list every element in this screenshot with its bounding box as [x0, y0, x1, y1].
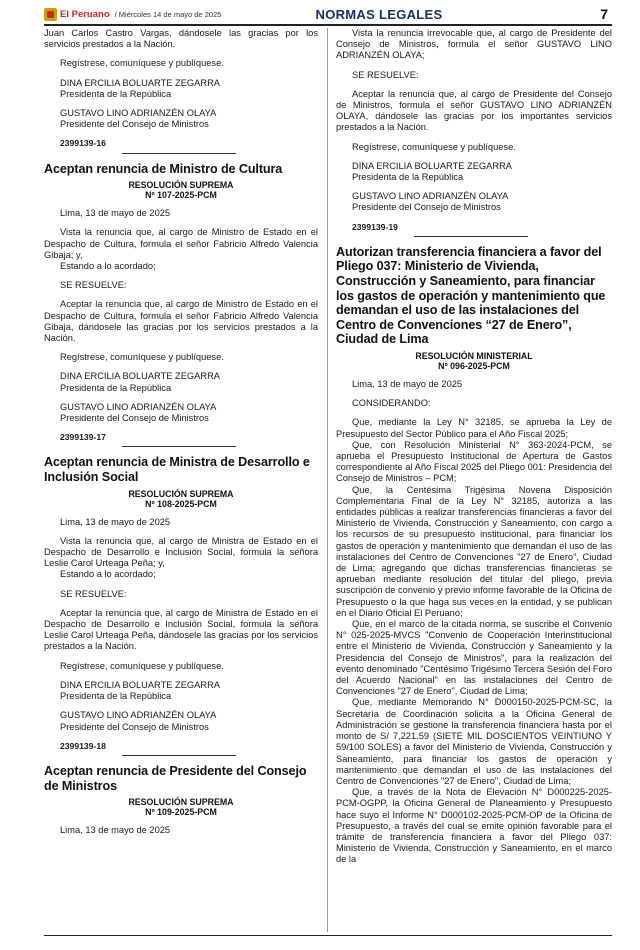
considerando-paragraph: Que, mediante Memorando N° D000150-2025-PCM-SC, la Secretaría de Coordinación solicita a la Oficina General de Administración se gestione la transferencia financiera hasta por el monto de S/ 7,221.59 (SIETE MIL DOSCIENTOS VEINTIUNO Y 59/100 SOLES) a favor del Ministerio de Vivienda, Construcción y Saneamiento, para financiar los gastos de operación y mantenimiento que demandan el uso de las instalaciones del Centro de Convenciones "27 de Enero", Ciudad de Lima; — [336, 697, 612, 786]
considerando-paragraph: Que, mediante la Ley N° 32185, se aprueba la Ley de Presupuesto del Sector Público para el Año Fiscal 2025; — [336, 417, 612, 439]
continued-text: Juan Carlos Castro Vargas, dándosele las gracias por los servicios prestados a la Nación. — [44, 28, 318, 50]
signatory-role: Presidente del Consejo de Ministros — [352, 202, 501, 213]
signatory-role: Presidenta de la República — [352, 172, 464, 183]
resolution-type: RESOLUCIÓN MINISTERIAL — [415, 351, 533, 361]
signatory-name: GUSTAVO LINO ADRIANZÉN OLAYA — [352, 191, 509, 202]
page-number: 7 — [600, 6, 608, 22]
norm-title: Aceptan renuncia de Ministro de Cultura — [44, 161, 283, 176]
norm-code: 2399139-18 — [60, 740, 106, 751]
article-text: Aceptar la renuncia que, al cargo de Ministro de Estado en el Despacho de Cultura, formula el señor Fabricio Alfredo Valencia Gibaja, dándosele las gracias por los servicios prestados a la Nación. — [44, 299, 318, 344]
place-date: Lima, 13 de mayo de 2025 — [60, 516, 171, 527]
resolution-type: RESOLUCIÓN SUPREMA — [128, 797, 234, 808]
place-date: Lima, 13 de mayo de 2025 — [60, 208, 171, 219]
brand-name: El Peruano — [60, 8, 110, 20]
norm-title: Autorizan transferencia financiera a favor del Pliego 037: Ministerio de Vivienda, Construcción y Saneamiento, para financiar los gastos de operación y mantenimiento que demandan el uso de las instalaciones del Centro de Convenciones “27 de Enero”, Ciudad de Lima — [336, 244, 606, 347]
footer-rule — [44, 935, 612, 936]
considerando-paragraph: Que, la Centésima Trigésima Novena Disposición Complementaria Final de la Ley N° 32185, autoriza a las entidades públicas a realizar transferencias financieras a favor del Ministerio de Vivienda, Construcción y Saneamiento, con cargo a los recursos de su presupuesto institucional, para financiar los gastos de operación y mantenimiento que demandan el uso de las instalaciones del Centro de Convenciones "27 de Enero", Ciudad de Lima; agregando que dichas transferencias financieras se aprueban mediante resolución del titular del pliego, previa suscripción de convenio y previo informe favorable de la Oficina de Presupuesto o la que haga sus veces en la entidad, y se publican en el Diario Oficial El Peruano; — [336, 484, 612, 618]
publish-formula: Regístrese, comuníquese y publíquese. — [60, 660, 224, 671]
resolve-heading: SE RESUELVE: — [60, 588, 127, 599]
signatory-name: DINA ERCILIA BOLUARTE ZEGARRA — [352, 160, 512, 171]
resolution-type: RESOLUCIÓN SUPREMA — [128, 180, 234, 191]
signatory-name: DINA ERCILIA BOLUARTE ZEGARRA — [60, 371, 220, 382]
signatory-role: Presidente del Consejo de Ministros — [60, 721, 209, 732]
signatory-role: Presidente del Consejo de Ministros — [60, 119, 209, 130]
newspaper-logo — [44, 8, 224, 21]
place-date: Lima, 13 de mayo de 2025 — [60, 825, 171, 836]
norm-code: 2399139-16 — [60, 138, 106, 149]
estando-line: Estando a lo acordado; — [60, 569, 156, 580]
left-column — [44, 28, 318, 836]
resolution-number: Nº 108-2025-PCM — [145, 498, 217, 509]
signatory-role: Presidente del Consejo de Ministros — [60, 413, 209, 424]
norm-title: Aceptan renuncia de Presidente del Consejo de Ministros — [44, 763, 307, 793]
estando-line: Estando a lo acordado; — [60, 261, 156, 272]
page-header — [44, 4, 612, 24]
issue-date: / Miércoles 14 de mayo de 2025 — [114, 9, 222, 19]
section-title: NORMAS LEGALES — [315, 6, 443, 22]
considerando-paragraph: Que, a través de la Nota de Elevación N° D000225-2025-PCM-OGPP, la Oficina General de Planeamiento y Presupuesto hace suyo el Informe N° D000102-2025-PCM-OP de la Oficina de Presupuesto, a través del cual se emite opinión favorable para el trámite de transferencia financiera a favor del Pliego 037: Ministerio de Vivienda, Construcción y Saneamiento, en el marco de la — [336, 787, 612, 865]
norm-code: 2399139-17 — [60, 432, 106, 443]
considerando-heading: CONSIDERANDO: — [352, 398, 431, 409]
right-column — [336, 28, 612, 866]
considerando-paragraph: Que, en el marco de la citada norma, se suscribe el Convenio N° 025-2025-MVCS "Convenio de Cooperación Interinstitucional entre el Ministerio de Vivienda, Construcción y Saneamiento y la Presidencia del Consejo de Ministros", para la realización del evento denominado "Centésimo Trigésimo Tercera Sesión del Foro del Acuerdo Nacional" en las instalaciones del Centro de Convenciones "27 de Enero", Ciudad de Lima; — [336, 619, 612, 697]
signatory-role: Presidenta de la República — [60, 691, 172, 702]
resolve-heading: SE RESUELVE: — [60, 280, 127, 291]
publish-formula: Regístrese, comuníquese y publíquese. — [60, 58, 224, 69]
signatory-name: GUSTAVO LINO ADRIANZÉN OLAYA — [60, 401, 217, 412]
publish-formula: Regístrese, comuníquese y publíquese. — [352, 141, 516, 152]
signatory-name: GUSTAVO LINO ADRIANZÉN OLAYA — [60, 108, 217, 119]
considerando-paragraph: Que, con Resolución Ministerial N° 363-2024-PCM, se aprueba el Presupuesto Institucional de Apertura de Gastos correspondiente al Año Fiscal 2025 del Pliego 001: Presidencia del Consejo de Ministros – PCM; — [336, 439, 612, 484]
signatory-name: DINA ERCILIA BOLUARTE ZEGARRA — [60, 679, 220, 690]
signatory-role: Presidenta de la República — [60, 88, 172, 99]
header-rule — [44, 24, 612, 26]
place-date: Lima, 13 de mayo de 2025 — [352, 379, 463, 389]
article-text: Aceptar la renuncia que, al cargo de Presidente del Consejo de Ministros, formula el señor GUSTAVO LINO ADRIANZÉN OLAYA, dándosele las gracias por los importantes servicios prestados a la Nación. — [336, 88, 612, 133]
vista-paragraph: Vista la renuncia que, al cargo de Ministro de Estado en el Despacho de Cultura, formula el señor Fabricio Alfredo Valencia Gibaja; y, — [44, 227, 318, 260]
signatory-name: DINA ERCILIA BOLUARTE ZEGARRA — [60, 77, 220, 88]
norm-title: Aceptan renuncia de Ministra de Desarrollo e Inclusión Social — [44, 455, 310, 485]
resolve-heading: SE RESUELVE: — [352, 69, 419, 80]
article-text: Aceptar la renuncia que, al cargo de Ministra de Estado en el Despacho de Desarrollo e Inclusión Social, formula la señora Leslie Carol Urteaga Peña, dándosele las gracias por los servicios prestados a la Nación. — [44, 607, 318, 652]
resolution-number: Nº 109-2025-PCM — [145, 807, 217, 818]
resolution-number: Nº 107-2025-PCM — [145, 190, 217, 201]
coat-of-arms-icon — [44, 8, 57, 21]
column-divider — [327, 28, 328, 932]
resolution-number: Nº 096-2025-PCM — [438, 361, 510, 371]
vista-paragraph: Vista la renuncia que, al cargo de Ministra de Estado en el Despacho de Desarrollo e Inclusión Social, formula la señora Leslie Carol Urteaga Peña; y, — [44, 535, 318, 569]
publish-formula: Regístrese, comuníquese y publíquese. — [60, 352, 224, 363]
vista-paragraph: Vista la renuncia irrevocable que, al cargo de Presidente del Consejo de Ministros, formula el señor GUSTAVO LINO ADRIANZÉN OLAYA; — [336, 28, 612, 61]
resolution-type: RESOLUCIÓN SUPREMA — [128, 488, 234, 499]
signatory-role: Presidenta de la República — [60, 382, 172, 393]
signatory-name: GUSTAVO LINO ADRIANZÉN OLAYA — [60, 710, 217, 721]
norm-code: 2399139-19 — [352, 221, 398, 232]
